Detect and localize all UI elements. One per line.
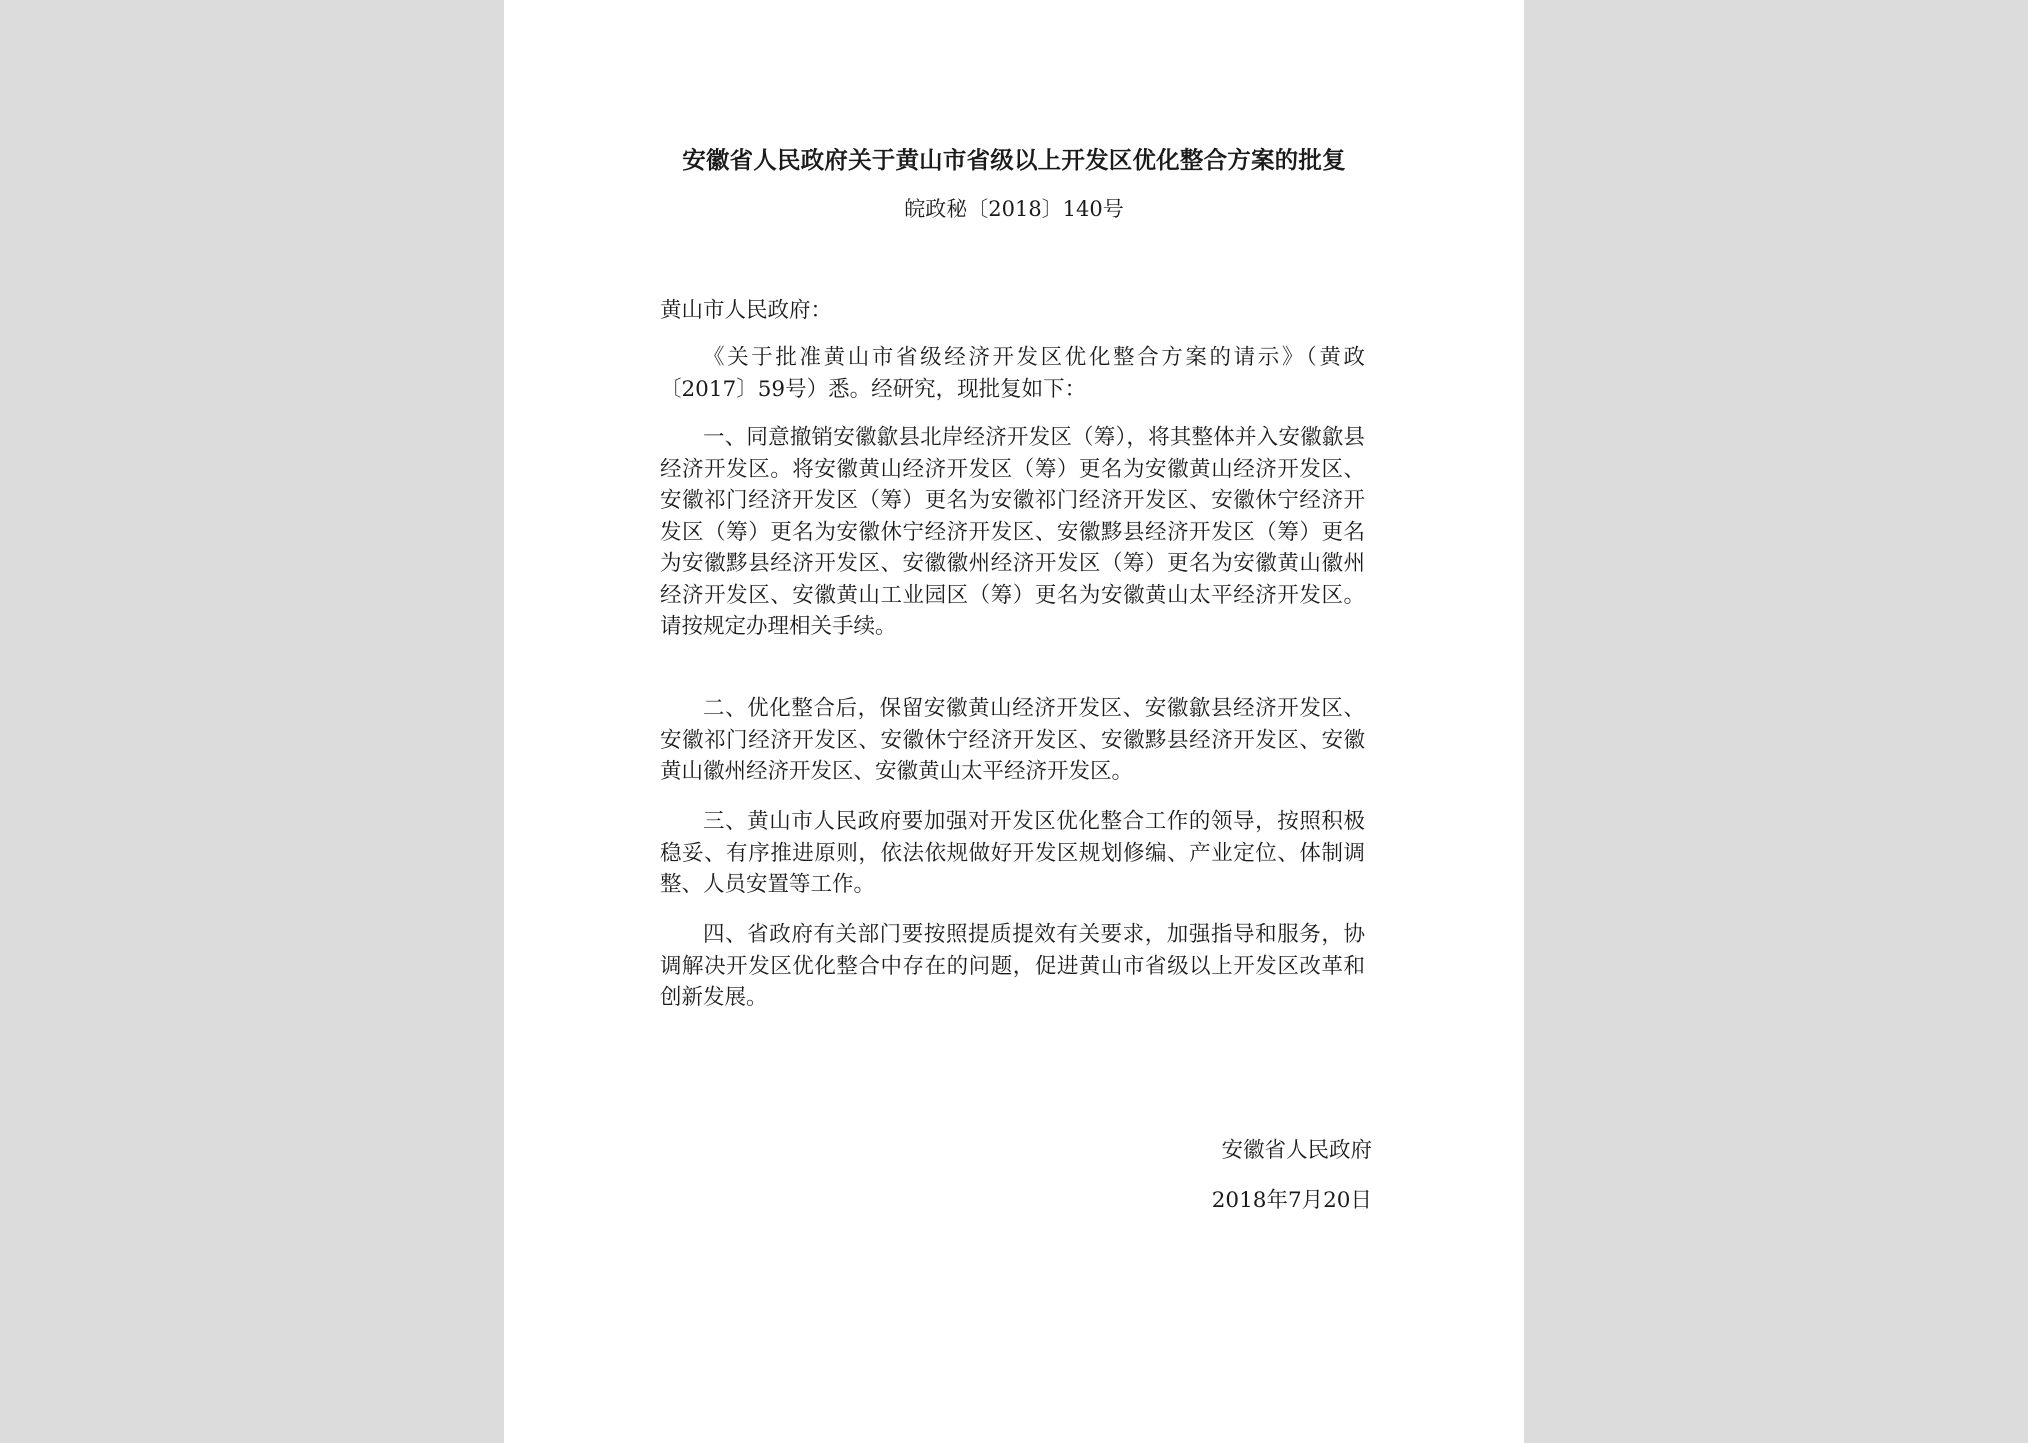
paragraph-intro: 《关于批准黄山市省级经济开发区优化整合方案的请示》（黄政〔2017〕59号）悉。经研究，现批复如下： — [660, 345, 1365, 402]
paragraph-item-4: 四、省政府有关部门要按照提质提效有关要求，加强指导和服务，协调解决开发区优化整合中存在的问题，促进黄山市省级以上开发区改革和创新发展。 — [660, 922, 1365, 1010]
salutation: 黄山市人民政府： — [660, 298, 833, 323]
document-title: 安徽省人民政府关于黄山市省级以上开发区优化整合方案的批复 — [682, 146, 1346, 174]
signer: 安徽省人民政府 — [1221, 1138, 1372, 1163]
signature-date: 2018年7月20日 — [1211, 1188, 1372, 1213]
document-page — [504, 0, 1524, 1443]
paragraph-item-3: 三、黄山市人民政府要加强对开发区优化整合工作的领导，按照积极稳妥、有序推进原则，依法依规做好开发区规划修编、产业定位、体制调整、人员安置等工作。 — [660, 809, 1365, 897]
paragraph-item-2: 二、优化整合后，保留安徽黄山经济开发区、安徽歙县经济开发区、安徽祁门经济开发区、安徽休宁经济开发区、安徽黟县经济开发区、安徽黄山徽州经济开发区、安徽黄山太平经济开发区。 — [660, 696, 1365, 784]
paragraph-item-1: 一、同意撤销安徽歙县北岸经济开发区（筹），将其整体并入安徽歙县经济开发区。将安徽黄山经济开发区（筹）更名为安徽黄山经济开发区、安徽祁门经济开发区（筹）更名为安徽祁门经济开发区、安徽休宁经济开发区（筹）更名为安徽休宁经济开发区、安徽黟县经济开发区（筹）更名为安徽黟县经济开发区、安徽徽州经济开发区（筹）更名为安徽黄山徽州经济开发区、安徽黄山工业园区（筹）更名为安徽黄山太平经济开发区。请按规定办理相关手续。 — [660, 425, 1365, 639]
document-number: 皖政秘〔2018〕140号 — [904, 197, 1124, 221]
